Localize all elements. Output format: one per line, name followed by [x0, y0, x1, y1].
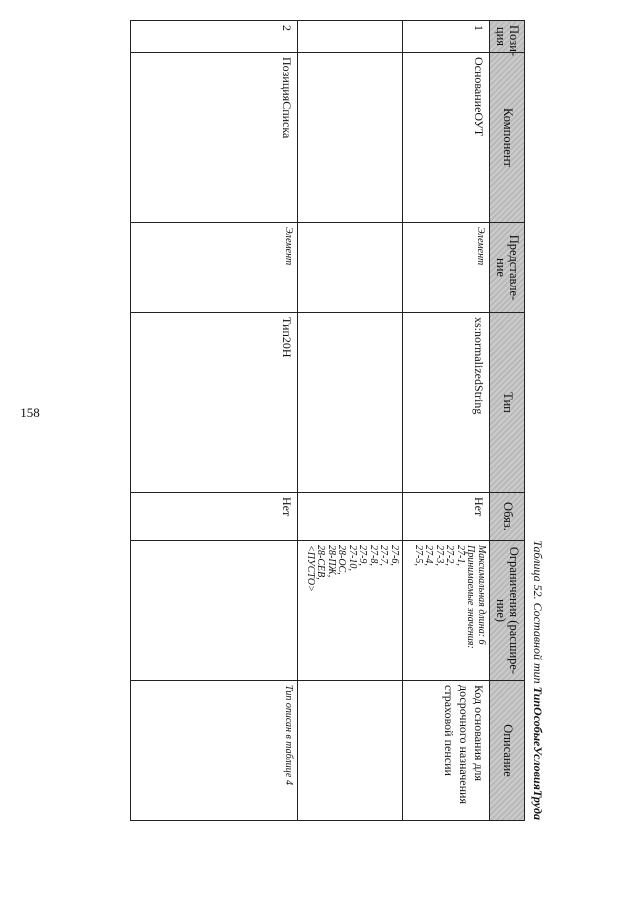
- cell-description: Код основания для досрочного назначения страховой пенсии: [403, 681, 490, 821]
- table-row: [131, 21, 298, 821]
- cell-description: Тип описан в таблице 4: [131, 681, 298, 821]
- page-number: 158: [20, 405, 40, 420]
- cell-representation: [298, 223, 403, 313]
- cell-representation: Элемент: [131, 223, 298, 313]
- cell-component: ОснованиеОУТ: [403, 53, 490, 223]
- table-row: [403, 21, 490, 821]
- header-position: Пози-ция: [490, 21, 525, 53]
- cell-position: 2: [131, 21, 298, 53]
- header-description: Описание: [490, 681, 525, 821]
- header-component: Компонент: [490, 53, 525, 223]
- cell-component: ПозицияСписка: [131, 53, 298, 223]
- header-representation: Представле-ние: [490, 223, 525, 313]
- cell-type: Тип20Н: [131, 313, 298, 493]
- table-caption: [530, 20, 545, 820]
- table-caption-type-name: ТипОсобыеУсловияТруда: [531, 686, 545, 820]
- cell-position: [298, 21, 403, 53]
- table-row: [298, 21, 403, 821]
- cell-component: [298, 53, 403, 223]
- cell-required: Нет: [131, 493, 298, 541]
- header-required: Обяз.: [490, 493, 525, 541]
- rotated-page-content: [35, 20, 545, 820]
- cell-description: [298, 681, 403, 821]
- cell-representation: Элемент: [403, 223, 490, 313]
- header-restrictions: Ограничения (расшире-ние): [490, 541, 525, 681]
- table-header-row: [490, 21, 525, 821]
- cell-type: [298, 313, 403, 493]
- cell-restrictions: 27-6, 27-7, 27-8, 27-9, 27-10, 28-ОС, 28-ПЖ, 28-СЕВ, <ПУСТО>: [298, 541, 403, 681]
- cell-restrictions: Максимальная длина: 6 Принимаемые значения: 27-1, 27-2, 27-3, 27-4, 27-5,: [403, 541, 490, 681]
- cell-required: [298, 493, 403, 541]
- composite-type-table: [130, 20, 525, 821]
- header-type: Тип: [490, 313, 525, 493]
- cell-type: xs:normalizedString: [403, 313, 490, 493]
- cell-position: 1: [403, 21, 490, 53]
- cell-restrictions: [131, 541, 298, 681]
- cell-required: Нет: [403, 493, 490, 541]
- table-caption-prefix: Таблица 52. Составной тип: [531, 540, 545, 687]
